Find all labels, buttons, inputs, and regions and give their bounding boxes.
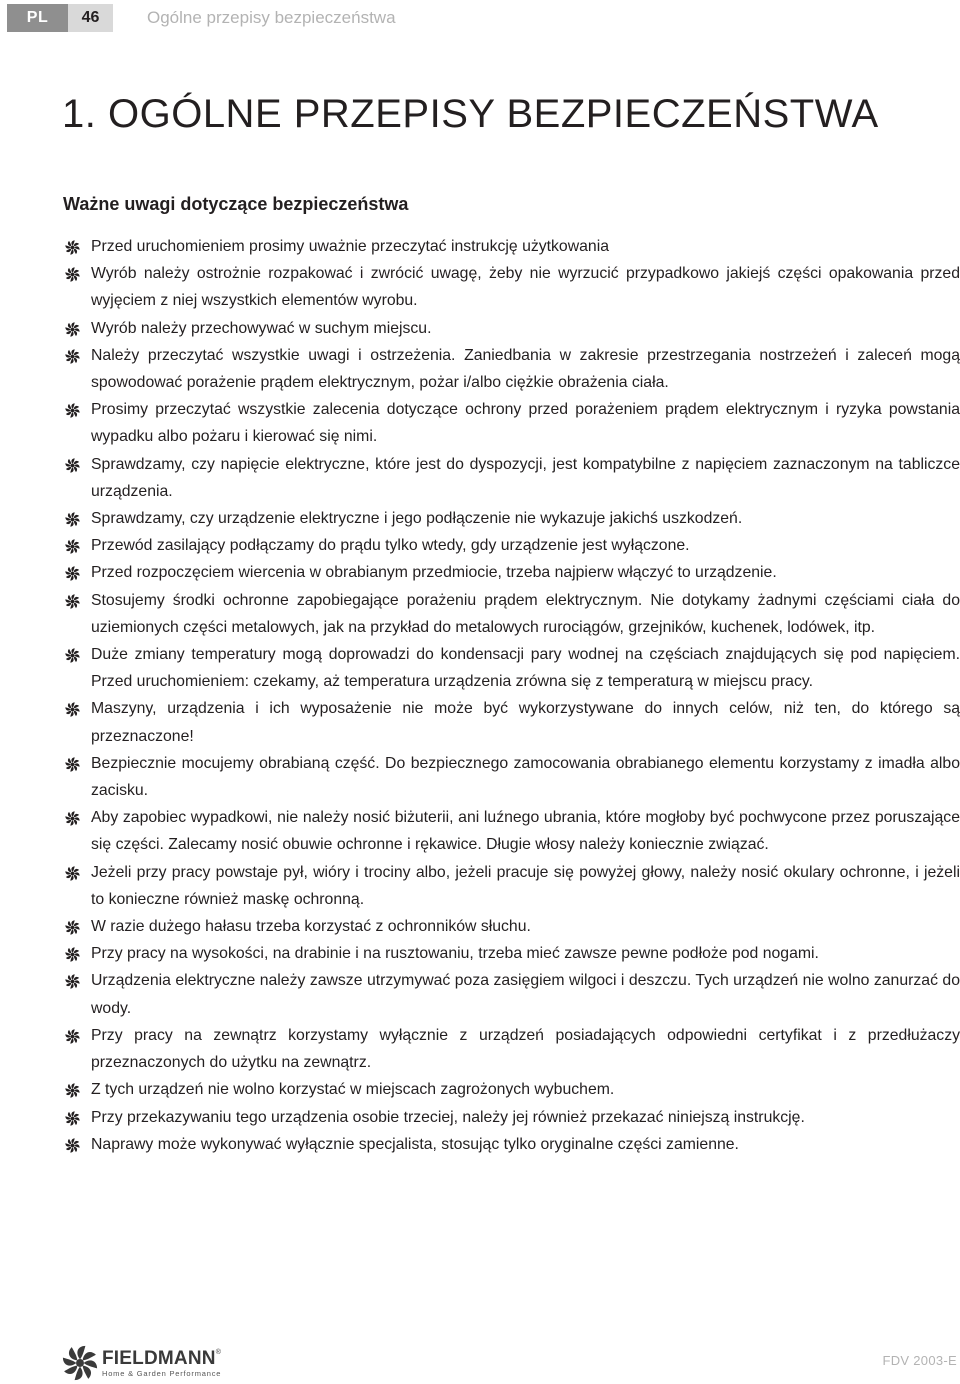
fan-bullet-icon — [65, 1083, 80, 1098]
page-header-tabs — [7, 4, 113, 32]
list-item — [64, 940, 960, 967]
list-item — [64, 967, 960, 1021]
page-number: 46 — [68, 4, 113, 32]
fan-bullet-icon — [65, 1029, 80, 1044]
list-item — [64, 804, 960, 858]
model-code: FDV 2003-E — [882, 1353, 957, 1368]
brand-tagline: Home & Garden Performance — [102, 1368, 222, 1378]
list-item-text: Przy pracy na wysokości, na drabinie i na rusztowaniu, trzeba mieć zawsze pewne podłoże pod nogami. — [91, 945, 819, 963]
list-item-text: Wyrób należy przechowywać w suchym miejscu. — [91, 319, 432, 337]
list-item — [64, 532, 960, 559]
list-item — [64, 1131, 960, 1158]
list-item-text: Maszyny, urządzenia i ich wyposażenie nie może być wykorzystywane do innych celów, niż ten, do którego są przeznaczone! — [91, 700, 960, 745]
fan-bullet-icon — [65, 920, 80, 935]
list-item — [64, 505, 960, 532]
list-item — [64, 587, 960, 641]
brand-logo — [62, 1343, 221, 1383]
fan-bullet-icon — [65, 512, 80, 527]
list-item — [64, 859, 960, 913]
list-item — [64, 342, 960, 396]
safety-rules-list — [64, 233, 960, 1158]
list-item-text: Przed uruchomieniem prosimy uważnie przeczytać instrukcję użytkowania — [91, 238, 609, 255]
language-tab: PL — [7, 4, 68, 32]
list-item-text: Należy przeczytać wszystkie uwagi i ostrzeżenia. Zaniedbania w zakresie przestrzegania nostrzeżeń i zaleceń mogą spowodować porażenie prądem elektrycznym, pożar i/albo ciężkie obrażenia ciała. — [91, 346, 960, 392]
section-heading: Ważne uwagi dotyczące bezpieczeństwa — [63, 194, 409, 214]
list-item — [64, 233, 960, 260]
list-item-text: Z tych urządzeń nie wolno korzystać w miejscach zagrożonych wybuchem. — [91, 1081, 615, 1099]
list-item — [64, 1076, 960, 1103]
fan-bullet-icon — [65, 267, 80, 282]
fan-bullet-icon — [65, 566, 80, 581]
fan-bullet-icon — [65, 349, 80, 364]
list-item-text: Jeżeli przy pracy powstaje pył, wióry i trociny albo, jeżeli pracuje się powyżej głowy, należy nosić okulary ochronne, i jeżeli to konieczne również maskę ochronną. — [91, 863, 960, 908]
fan-bullet-icon — [65, 1138, 80, 1153]
list-item — [64, 1022, 960, 1076]
fan-bullet-icon — [65, 866, 80, 881]
list-item — [64, 260, 960, 314]
running-title: Ogólne przepisy bezpieczeństwa — [147, 8, 396, 27]
brand-name: FIELDMANN® — [102, 1347, 222, 1369]
fan-bullet-icon — [65, 702, 80, 717]
list-item — [64, 641, 960, 695]
fieldmann-fan-logo-icon — [62, 1345, 98, 1381]
list-item-text: Przy pracy na zewnątrz korzystamy wyłącznie z urządzeń posiadających odpowiedni certyfikat i z przedłużaczy przeznaczonych do użytku na zewnątrz. — [91, 1026, 960, 1072]
fan-bullet-icon — [65, 974, 80, 989]
fan-bullet-icon — [65, 594, 80, 609]
list-item — [64, 695, 960, 749]
fan-bullet-icon — [65, 403, 80, 418]
list-item-text: Bezpiecznie mocujemy obrabianą część. Do bezpiecznego zamocowania obrabianego elementu korzystamy z imadła albo zacisku. — [91, 754, 960, 800]
list-item-text: W razie dużego hałasu trzeba korzystać z ochronników słuchu. — [91, 918, 531, 936]
fan-bullet-icon — [65, 322, 80, 337]
list-item — [64, 559, 960, 586]
fan-bullet-icon — [65, 1111, 80, 1126]
list-item — [64, 913, 960, 940]
list-item — [64, 1104, 960, 1131]
list-item-text: Sprawdzamy, czy napięcie elektryczne, które jest do dyspozycji, jest kompatybilne z napięciem zaznaczonym na tabliczce urządzenia. — [91, 455, 960, 500]
list-item-text: Stosujemy środki ochronne zapobiegające porażeniu prądem elektrycznym. Nie dotykamy żadnymi częściami ciała do uziemionych części metalowych, jak na przykład do metalowych rurociągów, grzejników, kuchenek, lodówek, itp. — [91, 591, 960, 636]
fan-bullet-icon — [65, 811, 80, 826]
list-item-text: Prosimy przeczytać wszystkie zalecenia dotyczące ochrony przed porażeniem prądem elektrycznym i ryzyka powstania wypadku albo pożaru i kierować się nimi. — [91, 401, 960, 446]
list-item-text: Przed rozpoczęciem wiercenia w obrabianym przedmiocie, trzeba najpierw włączyć to urządzenie. — [91, 564, 777, 582]
list-item — [64, 750, 960, 804]
registered-mark: ® — [215, 1348, 222, 1356]
list-item-text: Urządzenia elektryczne należy zawsze utrzymywać poza zasięgiem wilgoci i deszczu. Tych urządzeń nie wolno zanurzać do wody. — [91, 972, 960, 1017]
list-item — [64, 451, 960, 505]
list-item-text: Przewód zasilający podłączamy do prądu tylko wtedy, gdy urządzenie jest wyłączone. — [91, 537, 690, 555]
list-item-text: Aby zapobiec wypadkowi, nie należy nosić biżuterii, ani luźnego ubrania, które mogłoby być pochwycone przez poruszające się części. Zalecamy nosić obuwie ochronne i rękawice. Długie włosy należy koniecznie związać. — [91, 809, 960, 854]
list-item — [64, 396, 960, 450]
list-item-text: Wyrób należy ostrożnie rozpakować i zwrócić uwagę, żeby nie wyrzucić przypadkowo jakiejś części opakowania przed wyjęciem z niej wszystkich elementów wyrobu. — [91, 265, 960, 310]
fan-bullet-icon — [65, 240, 80, 255]
fan-bullet-icon — [65, 757, 80, 772]
fan-bullet-icon — [65, 648, 80, 663]
document-title: 1. OGÓLNE PRZEPISY BEZPIECZEŃSTWA — [62, 92, 879, 136]
list-item-text: Naprawy może wykonywać wyłącznie specjalista, stosując tylko oryginalne części zamienne. — [91, 1135, 739, 1153]
list-item-text: Sprawdzamy, czy urządzenie elektryczne i jego podłączenie nie wykazuje jakichś uszkodzeń. — [91, 510, 743, 528]
fan-bullet-icon — [65, 458, 80, 473]
list-item-text: Przy przekazywaniu tego urządzenia osobie trzeciej, należy jej również przekazać niniejszą instrukcję. — [91, 1108, 805, 1126]
fan-bullet-icon — [65, 539, 80, 554]
list-item — [64, 315, 960, 342]
list-item-text: Duże zmiany temperatury mogą doprowadzi do kondensacji pary wodnej na częściach znajdujących się pod napięciem. Przed uruchomieniem: czekamy, aż temperatura urządzenia zrówna się z temperaturą w miejscu pracy. — [91, 646, 960, 691]
fan-bullet-icon — [65, 947, 80, 962]
